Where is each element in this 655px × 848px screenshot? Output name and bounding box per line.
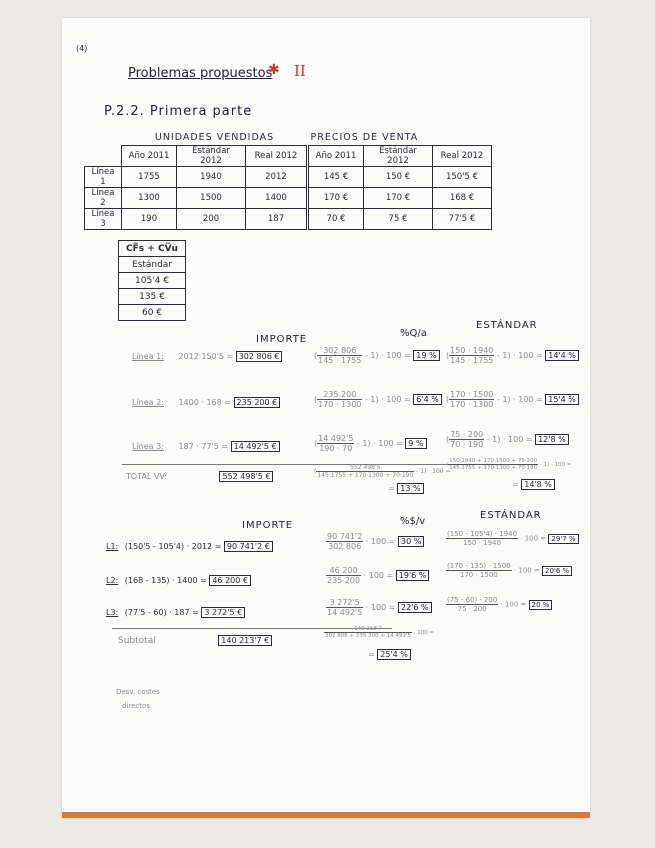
total-result: 552 498'5 €: [219, 471, 273, 482]
sec2-row-2-pct: $\frac{46 200}{235 200}$ · 100 = 19'6 %: [326, 566, 429, 585]
sec2-row-1: [106, 542, 273, 551]
cell: 1400: [246, 188, 308, 209]
sec2-row-2-std: $\frac{(170 - 135) \cdot 1500}{170 \cdot 1500}$ · 100 = 20'6 %: [446, 562, 572, 579]
sec1-pct-header: %Q/a: [400, 328, 427, 339]
row-label: Línea 1: [85, 167, 122, 188]
sec2-row-2: [106, 576, 251, 585]
cell: 70 €: [308, 209, 364, 230]
pct-result: 22'6 %: [398, 602, 432, 613]
pct-result: 30 %: [398, 536, 424, 547]
subtotal-result: 140 213'7 €: [218, 635, 272, 646]
sec1-row-3: [132, 442, 280, 451]
table-row: [85, 209, 492, 230]
sec1-total-pct: ( $\frac{552 498'5}{145\cdot 1755 + 170\cdot 1300 + 70\cdot 190}$ - 1) · 100 =: [314, 464, 451, 479]
sec1-importe-header: IMPORTE: [256, 334, 308, 345]
sec2-row-3-pct: $\frac{3 272'5}{14 492'5}$ · 100 = 22'6 %: [326, 598, 432, 617]
cell: 170 €: [308, 188, 364, 209]
row-label: Línea 3:: [132, 442, 164, 451]
col-header: Real 2012: [246, 146, 308, 167]
row-expr: 2012·150'5 =: [178, 352, 234, 361]
std-result: 12'8 %: [535, 434, 569, 445]
col-header: Real 2012: [433, 146, 492, 167]
sec2-subtotal-pct-result: = 25'4 %: [368, 650, 411, 659]
sec1-row-2-pct: ( $\frac{235 200}{170 \cdot 1300}$ - 1) · 100 = 6'4 %: [314, 390, 442, 409]
sec1-row-1: [132, 352, 282, 361]
footer-note-1: Desv. costes: [116, 688, 160, 696]
cell: 1500: [177, 188, 246, 209]
std-result: 15'4 %: [545, 394, 579, 405]
sec2-row-3-std: $\frac{(75 - 60) \cdot 200}{75 \cdot 200}$ · 100 = 20 %: [446, 596, 552, 613]
std-result: 29'7 %: [548, 534, 578, 544]
col-header: Año 2011: [122, 146, 177, 167]
sec2-row-1-pct: $\frac{90 741'2}{302 806}$ · 100 = 30 %: [326, 532, 424, 551]
sec1-total-pct-result: = 13 %: [388, 484, 424, 493]
row-result: 14 492'5 €: [231, 441, 280, 452]
pct-result: 6'4 %: [413, 394, 442, 405]
cell: 1300: [122, 188, 177, 209]
sec2-subtotal-pct: $\frac{140 213'7}{302 806 + 235 200 + 14 492'5}$ · 100 =: [325, 626, 435, 639]
row-label: Línea 2: [85, 188, 122, 209]
sec2-row-3: [106, 608, 245, 617]
sec1-row-2: [132, 398, 280, 407]
sec2-pct-header: %$/v: [400, 516, 426, 527]
sales-table: [84, 130, 492, 230]
total-label: TOTAL VV:: [126, 472, 167, 481]
sec1-row-1-std: ( $\frac{150 \cdot 1940}{145 \cdot 1755}$ - 1) · 100 = 14'4 %: [446, 346, 579, 365]
sec2-std-header: ESTÁNDAR: [480, 510, 542, 521]
cell: 150 €: [364, 167, 433, 188]
row-result: 302 806 €: [236, 351, 283, 362]
row-result: 3 272'5 €: [201, 607, 245, 618]
page-edge: [62, 812, 590, 818]
row-expr: 1400 · 168 =: [178, 398, 231, 407]
row-result: 46 200 €: [209, 575, 251, 586]
row-label: Línea 1:: [132, 352, 164, 361]
std-result: 20 %: [529, 600, 553, 610]
cell: 1755: [122, 167, 177, 188]
col-header: Año 2011: [308, 146, 364, 167]
cost-value: 60 €: [119, 305, 186, 321]
notebook-page: [62, 18, 590, 818]
cost-header: CF̅s + CV̅u: [119, 241, 186, 257]
cell: 170 €: [364, 188, 433, 209]
sec1-total-std: ( $\frac{150\cdot 1940 + 170\cdot 1500 + 75\cdot 200}{145\cdot 1755 + 170\cdot 1300 + 70\cdot 190}$ - 1) · 100 =: [446, 458, 572, 471]
pct-result: 19'6 %: [396, 570, 430, 581]
cell: 187: [246, 209, 308, 230]
cell: 75 €: [364, 209, 433, 230]
row-label: Línea 3: [85, 209, 122, 230]
group-prices: PRECIOS DE VENTA: [310, 132, 419, 143]
table-row: [85, 188, 492, 209]
sec1-total: [126, 472, 273, 481]
cost-value: 105'4 €: [119, 273, 186, 289]
footer-note-2: directos: [122, 702, 150, 710]
subtotal-label: Subtotal: [118, 636, 156, 646]
row-label: L2:: [106, 576, 119, 585]
sec2-row-1-std: $\frac{(150 - 105'4) \cdot 1940}{150 \cdot 1940}$ · 100 = 29'7 %: [446, 530, 579, 547]
sec1-std-header: ESTÁNDAR: [476, 320, 538, 331]
cell: 150'5 €: [433, 167, 492, 188]
std-result: 14'4 %: [545, 350, 579, 361]
row-label: L1:: [106, 542, 119, 551]
sec1-row-3-std: ( $\frac{75 \cdot 200}{70 \cdot 190}$ - 1) · 100 = 12'8 %: [446, 430, 569, 449]
sec1-row-1-pct: ( $\frac{302 806}{145 \cdot 1755}$ - 1) · 100 = 19 %: [314, 346, 440, 365]
sec2-subtotal: [118, 636, 272, 646]
row-expr: (77'5 - 60) · 187 =: [124, 608, 199, 617]
std-result: 20'6 %: [542, 566, 572, 576]
row-expr: (150'5 - 105'4) · 2012 =: [124, 542, 222, 551]
cell: 145 €: [308, 167, 364, 188]
row-result: 235 200 €: [234, 397, 281, 408]
cost-sub: Estándar: [119, 257, 186, 273]
row-result: 90 741'2 €: [224, 541, 273, 552]
sec2-importe-header: IMPORTE: [242, 520, 294, 531]
pct-result: 9 %: [405, 438, 426, 449]
cell: 2012: [246, 167, 308, 188]
cell: 1940: [177, 167, 246, 188]
cost-value: 135 €: [119, 289, 186, 305]
table-row: [85, 167, 492, 188]
cell: 168 €: [433, 188, 492, 209]
row-expr: 187 · 77'5 =: [178, 442, 229, 451]
page-title: Problemas propuestos: [128, 66, 273, 81]
cell: 77'5 €: [433, 209, 492, 230]
page-number: (4): [76, 44, 88, 53]
sec1-row-3-pct: ( $\frac{14 492'5}{190 \cdot 70}$ - 1) · 100 = 9 %: [314, 434, 427, 453]
row-label: L3:: [106, 608, 119, 617]
title-mark-icon: ✱: [268, 62, 280, 78]
section-heading: P.2.2. Primera parte: [104, 104, 253, 119]
cell: 200: [177, 209, 246, 230]
group-units: UNIDADES VENDIDAS: [154, 132, 275, 143]
col-header: Estándar 2012: [364, 146, 433, 167]
sec1-total-std-result: = 14'8 %: [512, 480, 555, 489]
cost-table: [118, 240, 186, 321]
row-expr: (168 - 135) · 1400 =: [124, 576, 207, 585]
title-mark: II: [294, 62, 306, 80]
cell: 190: [122, 209, 177, 230]
pct-result: 19 %: [413, 350, 439, 361]
sec1-row-2-std: ( $\frac{170 \cdot 1500}{170 \cdot 1300}$ - 1) · 100 = 15'4 %: [446, 390, 579, 409]
col-header: Estándar 2012: [177, 146, 246, 167]
row-label: Línea 2:: [132, 398, 164, 407]
